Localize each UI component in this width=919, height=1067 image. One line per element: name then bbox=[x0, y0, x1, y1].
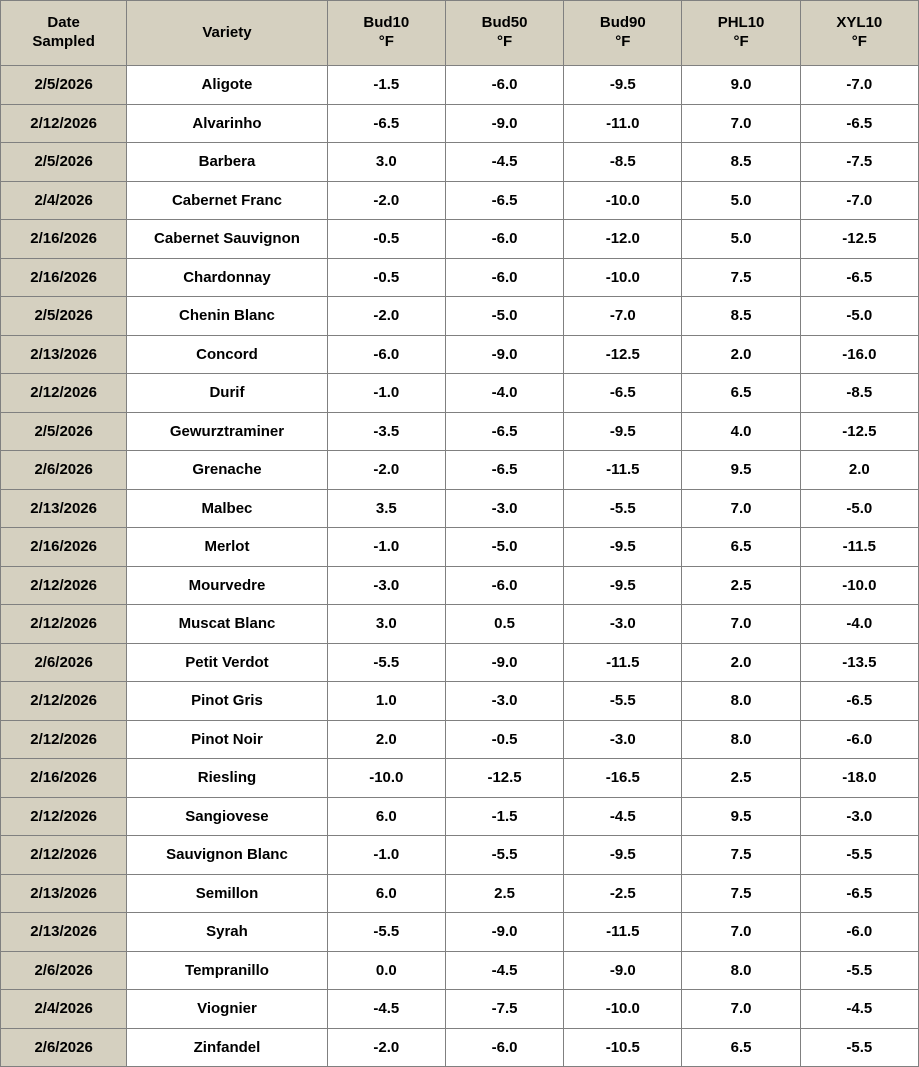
cell-bud90: -9.5 bbox=[564, 566, 682, 605]
cell-bud90: -9.0 bbox=[564, 951, 682, 990]
cell-bud50: -6.5 bbox=[445, 181, 563, 220]
cell-xyl10: -6.0 bbox=[800, 913, 918, 952]
cell-phl10: 8.0 bbox=[682, 720, 800, 759]
cell-bud90: -9.5 bbox=[564, 836, 682, 875]
cell-bud50: -5.5 bbox=[445, 836, 563, 875]
cell-variety: Chardonnay bbox=[127, 258, 327, 297]
cell-bud90: -6.5 bbox=[564, 374, 682, 413]
cell-phl10: 2.5 bbox=[682, 566, 800, 605]
cell-variety: Sauvignon Blanc bbox=[127, 836, 327, 875]
header-line-1: Bud90 bbox=[599, 14, 646, 32]
table-row bbox=[1, 451, 919, 490]
table-row bbox=[1, 720, 919, 759]
cell-date: 2/5/2026 bbox=[1, 297, 127, 336]
cell-date: 2/13/2026 bbox=[1, 874, 127, 913]
column-header-date-sampled bbox=[1, 1, 127, 66]
cell-xyl10: -4.0 bbox=[800, 605, 918, 644]
cell-bud90: -2.5 bbox=[564, 874, 682, 913]
table-row bbox=[1, 143, 919, 182]
cell-bud50: -9.0 bbox=[445, 913, 563, 952]
cell-phl10: 7.5 bbox=[682, 874, 800, 913]
cell-variety: Muscat Blanc bbox=[127, 605, 327, 644]
cell-bud10: -2.0 bbox=[327, 181, 445, 220]
header-line-2: °F bbox=[496, 33, 513, 50]
cell-phl10: 7.0 bbox=[682, 605, 800, 644]
table-row bbox=[1, 643, 919, 682]
cell-xyl10: -5.0 bbox=[800, 297, 918, 336]
cell-bud10: 6.0 bbox=[327, 797, 445, 836]
cell-bud10: -0.5 bbox=[327, 258, 445, 297]
cell-bud90: -12.0 bbox=[564, 220, 682, 259]
cell-bud10: 3.0 bbox=[327, 143, 445, 182]
table-row bbox=[1, 913, 919, 952]
cell-phl10: 2.0 bbox=[682, 335, 800, 374]
cell-xyl10: -5.5 bbox=[800, 951, 918, 990]
cell-bud90: -8.5 bbox=[564, 143, 682, 182]
cell-xyl10: -5.5 bbox=[800, 836, 918, 875]
table-row bbox=[1, 1028, 919, 1067]
cell-bud10: -5.5 bbox=[327, 913, 445, 952]
cell-bud90: -5.5 bbox=[564, 489, 682, 528]
cell-phl10: 9.0 bbox=[682, 66, 800, 105]
cell-phl10: 9.5 bbox=[682, 797, 800, 836]
cell-variety: Cabernet Franc bbox=[127, 181, 327, 220]
header-line-2: °F bbox=[615, 33, 631, 50]
cell-bud90: -11.5 bbox=[564, 643, 682, 682]
cell-bud50: -9.0 bbox=[445, 335, 563, 374]
cell-xyl10: -3.0 bbox=[800, 797, 918, 836]
table-row bbox=[1, 335, 919, 374]
table-body bbox=[1, 66, 919, 1067]
cell-bud90: -11.5 bbox=[564, 913, 682, 952]
cell-date: 2/6/2026 bbox=[1, 451, 127, 490]
cell-bud50: -9.0 bbox=[445, 104, 563, 143]
cell-bud10: -1.0 bbox=[327, 528, 445, 567]
table-row bbox=[1, 489, 919, 528]
cell-xyl10: -7.5 bbox=[800, 143, 918, 182]
cell-variety: Semillon bbox=[127, 874, 327, 913]
cell-variety: Zinfandel bbox=[127, 1028, 327, 1067]
cell-bud10: 1.0 bbox=[327, 682, 445, 721]
cell-bud10: -2.0 bbox=[327, 451, 445, 490]
cell-phl10: 8.0 bbox=[682, 682, 800, 721]
cell-date: 2/13/2026 bbox=[1, 489, 127, 528]
cell-date: 2/4/2026 bbox=[1, 990, 127, 1029]
cell-xyl10: -4.5 bbox=[800, 990, 918, 1029]
table-row bbox=[1, 605, 919, 644]
column-header-bud90 bbox=[564, 1, 682, 66]
table-row bbox=[1, 104, 919, 143]
cell-date: 2/13/2026 bbox=[1, 335, 127, 374]
cell-xyl10: -18.0 bbox=[800, 759, 918, 798]
cell-xyl10: -12.5 bbox=[800, 412, 918, 451]
cell-variety: Merlot bbox=[127, 528, 327, 567]
cell-bud90: -7.0 bbox=[564, 297, 682, 336]
cell-bud50: 2.5 bbox=[445, 874, 563, 913]
table-row bbox=[1, 990, 919, 1029]
table-row bbox=[1, 566, 919, 605]
cell-bud10: -6.0 bbox=[327, 335, 445, 374]
cell-bud50: -6.5 bbox=[445, 451, 563, 490]
cell-date: 2/12/2026 bbox=[1, 104, 127, 143]
cell-bud10: -2.0 bbox=[327, 1028, 445, 1067]
cell-phl10: 6.5 bbox=[682, 374, 800, 413]
cell-bud50: -4.0 bbox=[445, 374, 563, 413]
cell-xyl10: -6.0 bbox=[800, 720, 918, 759]
cell-bud50: -5.0 bbox=[445, 297, 563, 336]
cell-bud90: -11.5 bbox=[564, 451, 682, 490]
cell-variety: Grenache bbox=[127, 451, 327, 490]
cell-date: 2/5/2026 bbox=[1, 66, 127, 105]
cell-bud90: -9.5 bbox=[564, 528, 682, 567]
column-header-bud50 bbox=[445, 1, 563, 66]
cell-phl10: 4.0 bbox=[682, 412, 800, 451]
cell-bud90: -3.0 bbox=[564, 720, 682, 759]
cell-xyl10: -13.5 bbox=[800, 643, 918, 682]
cell-variety: Concord bbox=[127, 335, 327, 374]
cell-date: 2/12/2026 bbox=[1, 720, 127, 759]
cell-phl10: 7.5 bbox=[682, 836, 800, 875]
cell-bud10: 0.0 bbox=[327, 951, 445, 990]
cell-bud50: -1.5 bbox=[445, 797, 563, 836]
cell-date: 2/12/2026 bbox=[1, 374, 127, 413]
table-row bbox=[1, 836, 919, 875]
cell-bud10: -1.5 bbox=[327, 66, 445, 105]
cell-bud50: -6.0 bbox=[445, 258, 563, 297]
cell-date: 2/16/2026 bbox=[1, 258, 127, 297]
header-line-1: PHL10 bbox=[717, 14, 765, 32]
cell-phl10: 8.0 bbox=[682, 951, 800, 990]
cell-date: 2/16/2026 bbox=[1, 759, 127, 798]
column-header-variety bbox=[127, 1, 327, 66]
cell-bud10: -0.5 bbox=[327, 220, 445, 259]
cell-phl10: 8.5 bbox=[682, 143, 800, 182]
cell-variety: Gewurztraminer bbox=[127, 412, 327, 451]
cell-variety: Pinot Gris bbox=[127, 682, 327, 721]
table-row bbox=[1, 874, 919, 913]
cell-date: 2/5/2026 bbox=[1, 412, 127, 451]
cell-date: 2/12/2026 bbox=[1, 682, 127, 721]
table-row bbox=[1, 797, 919, 836]
cell-variety: Durif bbox=[127, 374, 327, 413]
cell-variety: Syrah bbox=[127, 913, 327, 952]
cell-bud90: -10.0 bbox=[564, 258, 682, 297]
cell-xyl10: -8.5 bbox=[800, 374, 918, 413]
cell-bud50: -4.5 bbox=[445, 951, 563, 990]
table-row bbox=[1, 374, 919, 413]
cell-bud90: -10.0 bbox=[564, 181, 682, 220]
cell-phl10: 8.5 bbox=[682, 297, 800, 336]
cell-phl10: 7.5 bbox=[682, 258, 800, 297]
cell-xyl10: -5.5 bbox=[800, 1028, 918, 1067]
cell-phl10: 7.0 bbox=[682, 913, 800, 952]
cell-bud90: -3.0 bbox=[564, 605, 682, 644]
cell-phl10: 2.0 bbox=[682, 643, 800, 682]
cell-bud50: 0.5 bbox=[445, 605, 563, 644]
cell-xyl10: -6.5 bbox=[800, 258, 918, 297]
cell-bud10: 3.0 bbox=[327, 605, 445, 644]
cell-xyl10: -12.5 bbox=[800, 220, 918, 259]
cell-bud90: -10.5 bbox=[564, 1028, 682, 1067]
cell-variety: Mourvedre bbox=[127, 566, 327, 605]
cell-bud10: -4.5 bbox=[327, 990, 445, 1029]
cell-phl10: 9.5 bbox=[682, 451, 800, 490]
cell-bud50: -4.5 bbox=[445, 143, 563, 182]
cell-date: 2/5/2026 bbox=[1, 143, 127, 182]
cell-bud50: -6.0 bbox=[445, 66, 563, 105]
cell-bud10: -3.5 bbox=[327, 412, 445, 451]
cell-xyl10: -6.5 bbox=[800, 874, 918, 913]
cell-phl10: 2.5 bbox=[682, 759, 800, 798]
cell-date: 2/16/2026 bbox=[1, 220, 127, 259]
cell-bud10: -1.0 bbox=[327, 374, 445, 413]
header-line-2: °F bbox=[733, 33, 749, 50]
table-row bbox=[1, 759, 919, 798]
table-row bbox=[1, 181, 919, 220]
table-row bbox=[1, 951, 919, 990]
cell-bud10: -1.0 bbox=[327, 836, 445, 875]
header-line-1: Bud50 bbox=[481, 14, 528, 32]
cell-phl10: 5.0 bbox=[682, 181, 800, 220]
cell-bud50: -6.0 bbox=[445, 220, 563, 259]
cell-xyl10: -11.5 bbox=[800, 528, 918, 567]
cell-bud10: -5.5 bbox=[327, 643, 445, 682]
cell-bud50: -6.0 bbox=[445, 566, 563, 605]
table-row bbox=[1, 66, 919, 105]
header-line-1: Bud10 bbox=[363, 14, 410, 32]
cell-variety: Barbera bbox=[127, 143, 327, 182]
cell-phl10: 7.0 bbox=[682, 489, 800, 528]
cell-bud90: -11.0 bbox=[564, 104, 682, 143]
cell-xyl10: -6.5 bbox=[800, 682, 918, 721]
cell-bud50: -3.0 bbox=[445, 489, 563, 528]
cell-date: 2/4/2026 bbox=[1, 181, 127, 220]
cell-bud50: -0.5 bbox=[445, 720, 563, 759]
cell-xyl10: -10.0 bbox=[800, 566, 918, 605]
header-line-2: Sampled bbox=[32, 33, 95, 50]
table-row bbox=[1, 220, 919, 259]
table-row bbox=[1, 528, 919, 567]
cell-date: 2/13/2026 bbox=[1, 913, 127, 952]
cell-bud50: -7.5 bbox=[445, 990, 563, 1029]
cell-bud10: 2.0 bbox=[327, 720, 445, 759]
cell-bud90: -5.5 bbox=[564, 682, 682, 721]
cell-bud50: -9.0 bbox=[445, 643, 563, 682]
table-row bbox=[1, 258, 919, 297]
cell-bud90: -9.5 bbox=[564, 412, 682, 451]
column-header-xyl10 bbox=[800, 1, 918, 66]
cell-date: 2/12/2026 bbox=[1, 605, 127, 644]
cell-bud50: -5.0 bbox=[445, 528, 563, 567]
cell-bud10: 3.5 bbox=[327, 489, 445, 528]
cell-variety: Alvarinho bbox=[127, 104, 327, 143]
cell-variety: Aligote bbox=[127, 66, 327, 105]
table-row bbox=[1, 682, 919, 721]
header-line-2: °F bbox=[851, 33, 867, 50]
table-row bbox=[1, 412, 919, 451]
cell-date: 2/16/2026 bbox=[1, 528, 127, 567]
header-row bbox=[1, 1, 919, 66]
cell-xyl10: -7.0 bbox=[800, 66, 918, 105]
cell-variety: Riesling bbox=[127, 759, 327, 798]
cell-phl10: 7.0 bbox=[682, 990, 800, 1029]
cell-variety: Viognier bbox=[127, 990, 327, 1029]
cell-phl10: 5.0 bbox=[682, 220, 800, 259]
cell-date: 2/6/2026 bbox=[1, 643, 127, 682]
cell-date: 2/12/2026 bbox=[1, 797, 127, 836]
cell-xyl10: -5.0 bbox=[800, 489, 918, 528]
cell-bud90: -9.5 bbox=[564, 66, 682, 105]
cell-bud10: 6.0 bbox=[327, 874, 445, 913]
cell-bud50: -3.0 bbox=[445, 682, 563, 721]
cell-bud10: -3.0 bbox=[327, 566, 445, 605]
cell-bud90: -16.5 bbox=[564, 759, 682, 798]
cell-xyl10: 2.0 bbox=[800, 451, 918, 490]
cell-phl10: 7.0 bbox=[682, 104, 800, 143]
cell-bud50: -6.0 bbox=[445, 1028, 563, 1067]
cell-bud90: -4.5 bbox=[564, 797, 682, 836]
cell-variety: Pinot Noir bbox=[127, 720, 327, 759]
header-line-1: Variety bbox=[202, 23, 252, 41]
cell-bud50: -6.5 bbox=[445, 412, 563, 451]
cell-variety: Petit Verdot bbox=[127, 643, 327, 682]
cell-xyl10: -7.0 bbox=[800, 181, 918, 220]
cell-phl10: 6.5 bbox=[682, 1028, 800, 1067]
cell-bud90: -10.0 bbox=[564, 990, 682, 1029]
table-header bbox=[1, 1, 919, 66]
cell-variety: Cabernet Sauvignon bbox=[127, 220, 327, 259]
cell-bud10: -2.0 bbox=[327, 297, 445, 336]
table-row bbox=[1, 297, 919, 336]
cell-phl10: 6.5 bbox=[682, 528, 800, 567]
cell-bud10: -10.0 bbox=[327, 759, 445, 798]
cell-variety: Malbec bbox=[127, 489, 327, 528]
cell-xyl10: -6.5 bbox=[800, 104, 918, 143]
header-line-1: Date bbox=[47, 14, 80, 32]
header-line-2: °F bbox=[378, 33, 394, 50]
cell-xyl10: -16.0 bbox=[800, 335, 918, 374]
column-header-phl10 bbox=[682, 1, 800, 66]
cell-variety: Tempranillo bbox=[127, 951, 327, 990]
header-line-1: XYL10 bbox=[836, 14, 883, 32]
cell-bud50: -12.5 bbox=[445, 759, 563, 798]
column-header-bud10 bbox=[327, 1, 445, 66]
cell-date: 2/12/2026 bbox=[1, 566, 127, 605]
cell-bud10: -6.5 bbox=[327, 104, 445, 143]
cell-date: 2/6/2026 bbox=[1, 951, 127, 990]
cell-variety: Chenin Blanc bbox=[127, 297, 327, 336]
cell-date: 2/12/2026 bbox=[1, 836, 127, 875]
cell-bud90: -12.5 bbox=[564, 335, 682, 374]
cell-date: 2/6/2026 bbox=[1, 1028, 127, 1067]
cell-variety: Sangiovese bbox=[127, 797, 327, 836]
